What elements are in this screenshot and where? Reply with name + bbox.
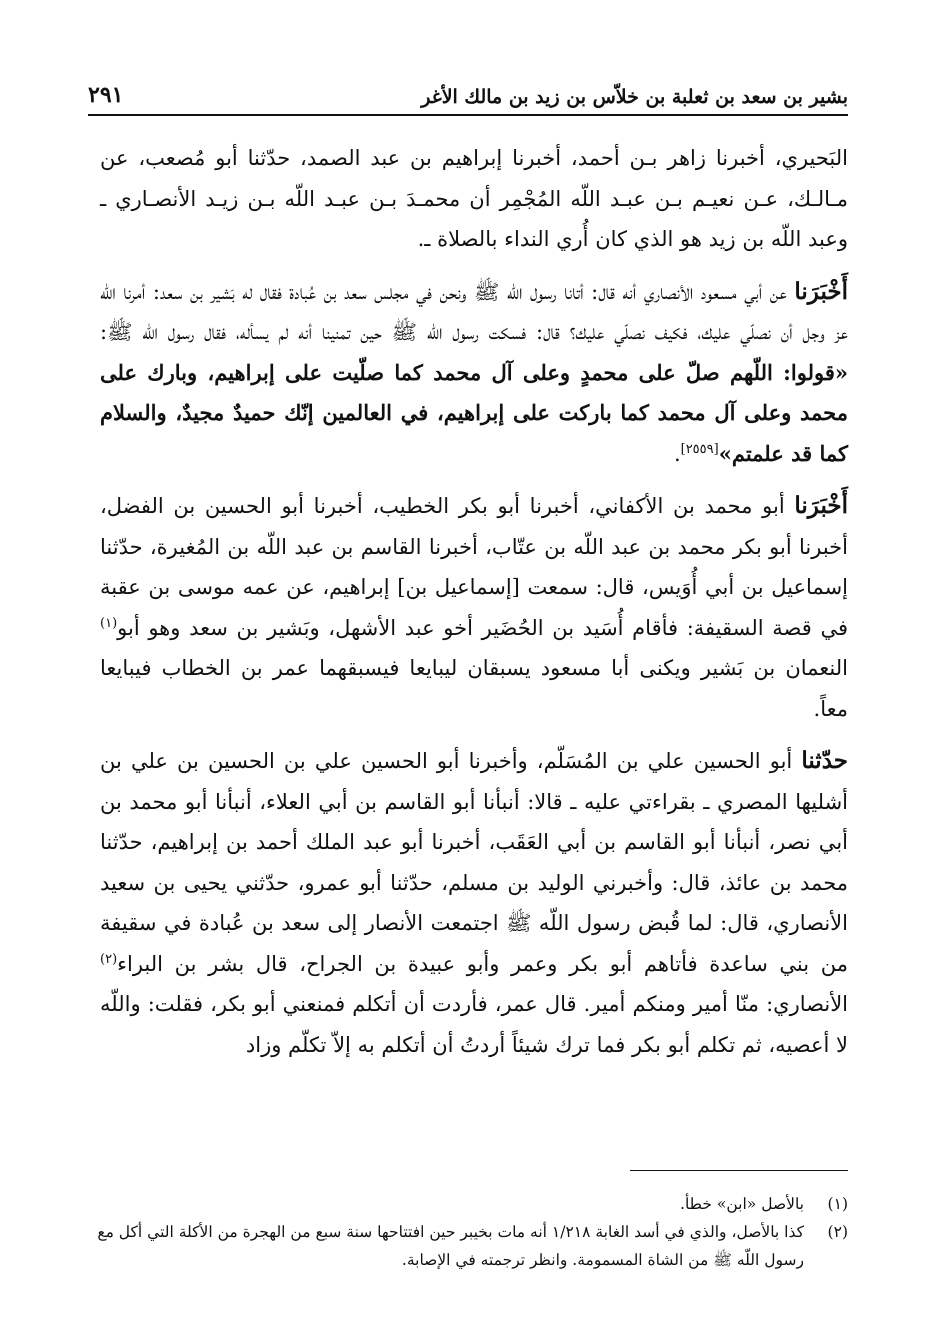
hadith-number: [٢٥٥٩]	[680, 441, 719, 457]
paragraph-4-text-a: أبو الحسين علي بن المُسَلّم، وأخبرنا أبو الحسين علي بن الحسين بن علي بن أشليها المصري ـ بقراءتي عليه ـ قالا: أنبأنا أبو القاسم بن أبي العلاء، أنبأنا أبو محمد بن أبي نصر، أنبأنا أبو القاسم بن أبي العَقَب، أخبرنا أبو عبد الملك أحمد بن إبراهيم، حدّثنا محمد بن عائذ، قال: وأخبرني الوليد بن مسلم، حدّثنا أبو عمرو، حدّثني يحيى بن سعيد الأنصاري، قال: لما قُبض رسول اللّه ﷺ اجتمعت الأنصار إلى سعد بن عُبادة في سقيفة من بني ساعدة فأتاهم أبو بكر وعمر وأبو عبيدة بن الجراح، قال بشر بن البراء	[100, 749, 848, 976]
paragraph-2-lead: أَخْبَرَنا	[794, 277, 848, 305]
paragraph-3	[100, 486, 848, 729]
footnote-marker-1: (١)	[100, 615, 118, 631]
main-text	[100, 138, 848, 1077]
running-title: بشير بن سعد بن ثعلبة بن خلاّس بن زيد بن مالك الأغر	[421, 86, 848, 108]
paragraph-4	[100, 741, 848, 1065]
header-rule	[88, 114, 848, 116]
footnotes	[88, 1190, 848, 1274]
paragraph-2-end: .	[673, 441, 681, 466]
page-number: ٢٩١	[88, 82, 124, 108]
paragraph-4-lead: حدّثنا	[801, 747, 848, 774]
footnote-1-text: بالأصل «ابن» خطأ.	[680, 1195, 804, 1213]
footnote-1-number: (١)	[827, 1195, 848, 1213]
paragraph-1-text: البَحيري، أخبرنا زاهر بـن أحمد، أخبرنا إبراهيم بن عبد الصمد، حدّثنا أبو مُصعب، عن مـالـك، عـن نعيـم بـن عبـد اللّه المُجْمِر أن محمـدَ بـن عبـد اللّه بـن زيـد الأنصـاري ـ وعبد اللّه بن زيد هو الذي كان أُري النداء بالصلاة ـ.	[100, 146, 848, 251]
paragraph-3-lead: أَخْبَرَنا	[794, 492, 848, 519]
paragraph-3-text-b: النعمان بن بَشير ويكنى أبا مسعود يسبقان ليبايعا فيسبقهما عمر بن الخطاب فيبايعا معاً.	[100, 656, 848, 721]
paragraph-2	[100, 272, 848, 475]
footnote-2-number: (٢)	[827, 1223, 848, 1241]
paragraph-3-text-a: أبو محمد بن الأكفاني، أخبرنا أبو بكر الخطيب، أخبرنا أبو الحسين بن الفضل، أخبرنا أبو بكر محمد بن عبد اللّه بن عتّاب، أخبرنا القاسم بن عبد اللّه بن المُغيرة، حدّثنا إسماعيل بن أبي أُوَيس، قال: سمعت [إسماعيل بن] إبراهيم، عن عمه موسى بن عقبة في قصة السقيفة: فأقام أُسَيد بن الحُضَير أخو عبد الأشهل، وبَشير بن سعد وهو أبو	[100, 494, 848, 640]
footnote-2	[88, 1218, 848, 1274]
paragraph-4-text-b: الأنصاري: منّا أمير ومنكم أمير. قال عمر، فأردت أن أتكلم فمنعني أبو بكر، فقلت: واللّه لا أعصيه، ثم تكلم أبو بكر فما ترك شيئاً أردتُ أن أتكلم به إلاّ تكلّم وزاد	[100, 992, 848, 1057]
footnote-1	[88, 1190, 848, 1218]
paragraph-2-text: عن أبي مسعود الأنصاري أنه قال: أتانا رسول اللّه ﷺ ونحن في مجلس سعد بن عُبادة فقال له بَشير بن سعد: أمرنا اللّه عز وجل أن نصلّي عليك، فكيف نصلّي عليك؟ قال: فسكت رسول اللّه ﷺ حين تمنينا أنه لم يسأله، فقال رسول اللّه ﷺ:	[100, 279, 848, 344]
footnote-rule	[630, 1170, 848, 1171]
running-header	[88, 76, 848, 108]
paragraph-1	[100, 138, 848, 260]
footnote-2-text: كذا بالأصل، والذي في أسد الغابة ١/٢١٨ أنه مات بخيبر حين افتتاحها سنة سبع من الهجرة من الأكلة التي أكل مع رسول اللّه ﷺ من الشاة المسمومة. وانظر ترجمته في الإصابة.	[97, 1223, 804, 1269]
footnote-marker-2: (٢)	[100, 951, 118, 967]
paragraph-2-quote: «قولوا: اللّهم صلّ على محمدٍ وعلى آل محمد كما صلّيت على إبراهيم، وبارك على محمد وعلى آل محمد كما باركت على إبراهيم، في العالمين إنّك حميدٌ مجيدٌ، والسلام كما قد علمتم»	[100, 359, 848, 466]
